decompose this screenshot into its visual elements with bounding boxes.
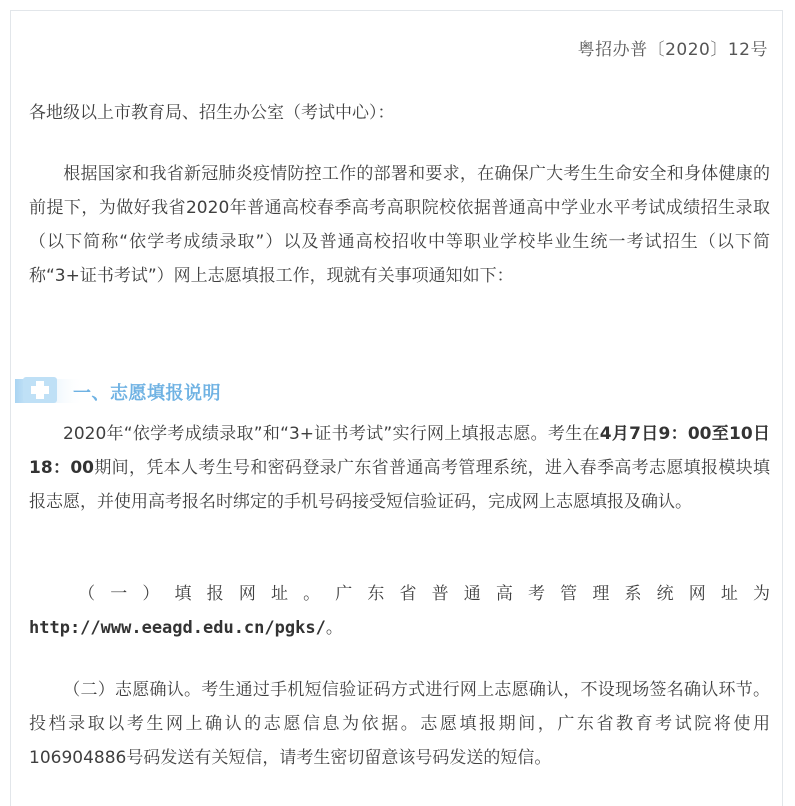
item-confirmation	[29, 673, 770, 775]
filing-period: 4月7日9：00至10日18：00	[29, 424, 770, 478]
addressee-line: 各地级以上市教育局、招生办公室（考试中心）：	[29, 103, 395, 123]
document-number: 粤招办普〔2020〕12号	[577, 40, 768, 60]
item-website-text: （一）填报网址。广东省普通高考管理系统网址为	[63, 584, 770, 604]
intro-paragraph	[29, 157, 770, 293]
website-url[interactable]: http://www.eeagd.edu.cn/pgks/	[29, 618, 326, 638]
section-title: 一、志愿填报说明	[73, 383, 221, 404]
section-text-part2: 期间，凭本人考生号和密码登录广东省普通高考管理系统，进入春季高考志愿填报模块填报志愿，并使用高考报名时绑定的手机号码接受短信验证码，完成网上志愿填报及确认。	[29, 458, 770, 512]
item-website-end: 。	[325, 618, 343, 638]
item-website	[29, 577, 770, 645]
document-page	[10, 10, 783, 806]
section-paragraph	[29, 417, 770, 519]
section-text-part1: 2020年“依学考成绩录取”和“3+证书考试”实行网上填报志愿。考生在	[63, 424, 600, 444]
intro-text: 根据国家和我省新冠肺炎疫情防控工作的部署和要求，在确保广大考生生命安全和身体健康的前提下，为做好我省2020年普通高校春季高考高职院校依据普通高中学业水平考试成绩招生录取（以下简称“依学考成绩录取”）以及普通高校招收中等职业学校毕业生统一考试招生（以下简称“3+证书考试”）网上志愿填报工作，现就有关事项通知如下：	[29, 164, 770, 286]
section-heading	[15, 371, 415, 411]
item-confirmation-text: （二）志愿确认。考生通过手机短信验证码方式进行网上志愿确认，不设现场签名确认环节。投档录取以考生网上确认的志愿信息为依据。志愿填报期间，广东省教育考试院将使用106904886号码发送有关短信，请考生密切留意该号码发送的短信。	[29, 680, 770, 768]
